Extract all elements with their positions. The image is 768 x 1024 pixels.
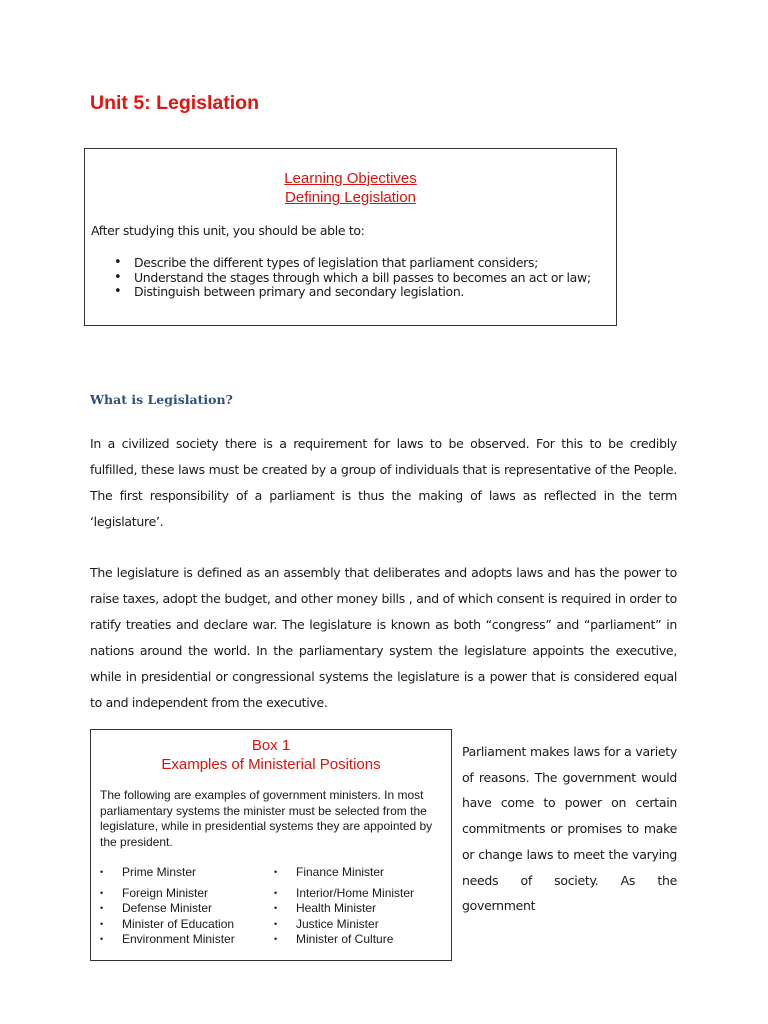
objective-item: • Distinguish between primary and secondary legislation.: [114, 285, 591, 300]
minister-item: • Minister of Culture: [274, 932, 414, 948]
minister-item: • Defense Minister: [100, 901, 235, 917]
minister-item: • Health Minister: [274, 901, 414, 917]
objectives-heading: Learning Objectives: [284, 170, 417, 187]
box-intro: The following are examples of government ministers. In most parliamentary systems the minister must be selected from the legislature, while in presidential systems they are appointed by the president.: [100, 788, 433, 849]
objective-item: • Describe the different types of legislation that parliament considers;: [114, 256, 591, 271]
minister-list-left: [100, 865, 235, 948]
objectives-subheading: Defining Legislation: [285, 189, 416, 206]
objectives-intro: After studying this unit, you should be able to:: [91, 223, 365, 238]
side-paragraph: Parliament makes laws for a variety of reasons. The government would have come to power on certain commitments or promises to make or change laws to meet the varying needs of society. As the government: [462, 744, 677, 914]
learning-objectives-box: [84, 148, 617, 326]
minister-item: • Environment Minister: [100, 932, 235, 948]
minister-item: • Minister of Education: [100, 917, 235, 933]
minister-item: • Finance Minister: [274, 865, 414, 881]
ministerial-positions-box: [90, 729, 452, 961]
objectives-list: [114, 256, 591, 300]
minister-item: • Justice Minister: [274, 917, 414, 933]
minister-item: • Foreign Minister: [100, 886, 235, 902]
paragraph: In a civilized society there is a requirement for laws to be observed. For this to be credibly fulfilled, these laws must be created by a group of individuals that is representative of the People. The first responsibility of a parliament is thus the making of laws as reflected in the term ‘legislature’.: [90, 436, 677, 529]
minister-list-right: [274, 865, 414, 948]
paragraph: The legislature is defined as an assembly that deliberates and adopts laws and has the power to raise taxes, adopt the budget, and other money bills , and of which consent is required in order to ratify treaties and declare war. The legislature is known as both “congress” and “parliament” in nations around the world. In the parliamentary system the legislature appoints the executive, while in presidential or congressional systems the legislature is a power that is considered equal to and independent from the executive.: [90, 565, 677, 710]
minister-item: • Prime Minster: [100, 865, 235, 881]
box-subtitle: Examples of Ministerial Positions: [161, 756, 381, 773]
objective-item: • Understand the stages through which a bill passes to becomes an act or law;: [114, 271, 591, 286]
minister-item: • Interior/Home Minister: [274, 886, 414, 902]
section-heading: What is Legislation?: [90, 392, 233, 407]
unit-title: Unit 5: Legislation: [90, 92, 260, 114]
box-title: Box 1: [251, 737, 291, 754]
